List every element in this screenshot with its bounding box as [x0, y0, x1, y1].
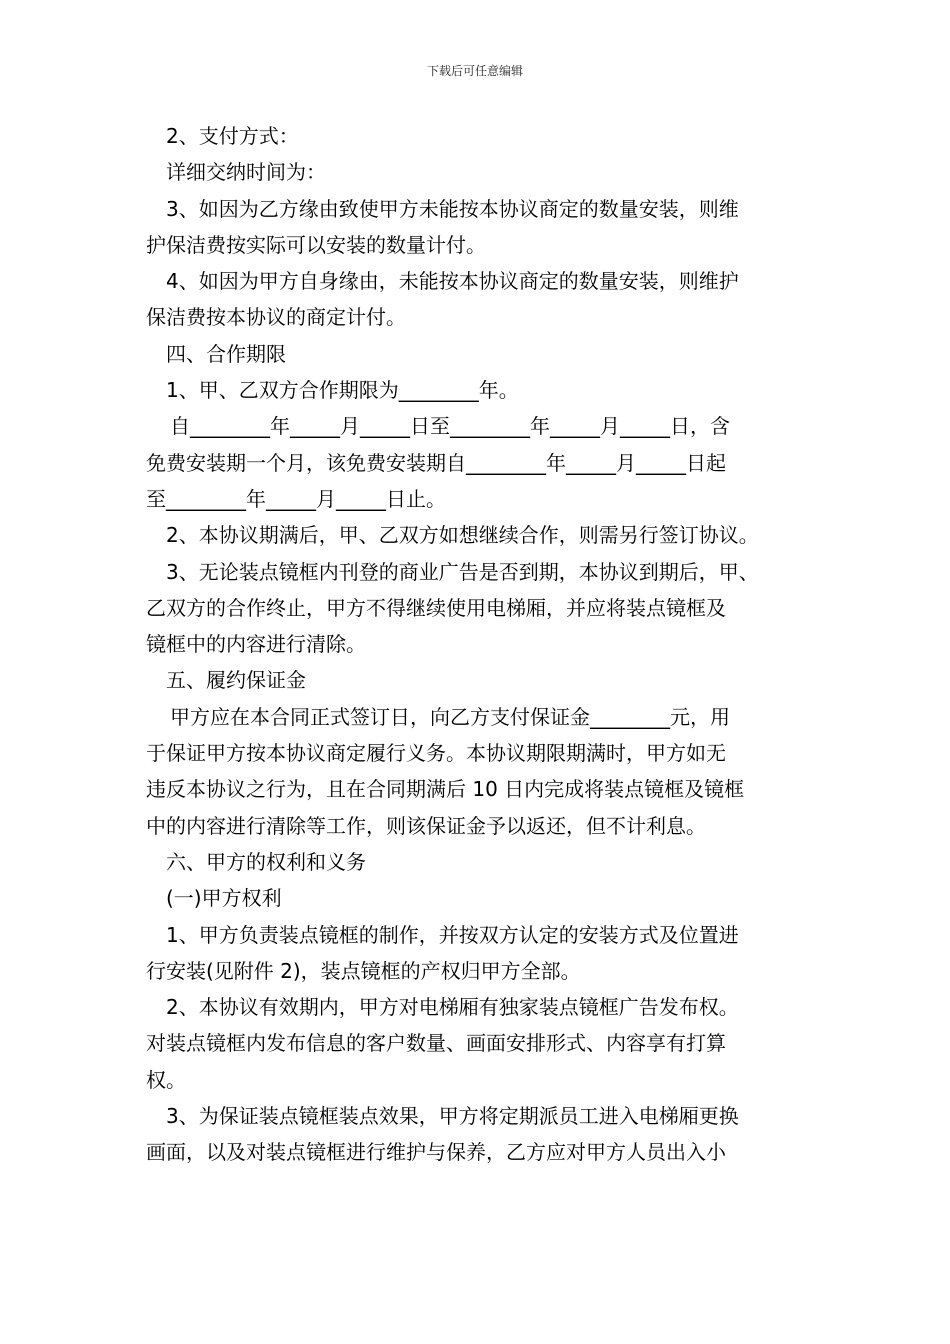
text-line: 于保证甲方按本协议商定履行义务。本协议期限期满时，甲方如无: [146, 741, 726, 766]
text-line: 4、如因为甲方自身缘由，未能按本协议商定的数量安装，则维护: [166, 269, 739, 294]
text-line: 甲方应在本合同正式签订日，向乙方支付保证金________元，用: [170, 704, 730, 729]
text-line: 权。: [146, 1067, 186, 1092]
text-line: 自________年_____月_____日至________年_____月_____日，含: [170, 414, 730, 439]
text-line: 画面，以及对装点镜框进行维护与保养，乙方应对甲方人员出入小: [146, 1140, 726, 1165]
text-line: 护保洁费按实际可以安装的数量计付。: [146, 232, 486, 257]
text-line: 保洁费按本协议的商定计付。: [146, 305, 406, 330]
text-line: 3、无论装点镜框内刊登的商业广告是否到期，本协议到期后，甲、: [166, 559, 759, 584]
text-line: (一)甲方权利: [166, 886, 282, 911]
text-line: 行安装(见附件 2)，装点镜框的产权归甲方全部。: [146, 958, 581, 983]
text-line: 中的内容进行清除等工作，则该保证金予以返还，但不计利息。: [146, 813, 706, 838]
text-line: 镜框中的内容进行清除。: [146, 632, 366, 657]
text-line: 1、甲、乙双方合作期限为________年。: [166, 378, 519, 403]
text-line: 1、甲方负责装点镜框的制作，并按双方认定的安装方式及位置进: [166, 922, 739, 947]
text-line: 六、甲方的权利和义务: [166, 849, 366, 874]
text-line: 3、为保证装点镜框装点效果，甲方将定期派员工进入电梯厢更换: [166, 1104, 739, 1129]
text-line: 2、本协议有效期内，甲方对电梯厢有独家装点镜框广告发布权。: [166, 995, 739, 1020]
text-line: 2、本协议期满后，甲、乙双方如想继续合作，则需另行签订协议。: [166, 523, 759, 548]
text-line: 乙双方的合作终止，甲方不得继续使用电梯厢，并应将装点镜框及: [146, 595, 726, 620]
text-line: 对装点镜框内发布信息的客户数量、画面安排形式、内容享有打算: [146, 1031, 726, 1056]
text-line: 详细交纳时间为：: [166, 160, 326, 185]
text-line: 至________年_____月_____日止。: [146, 486, 446, 511]
text-line: 2、支付方式：: [166, 124, 299, 148]
text-line: 免费安装期一个月，该免费安装期自________年_____月_____日起: [146, 450, 726, 475]
page-header: 下载后可任意编辑: [426, 64, 523, 78]
text-line: 违反本协议之行为，且在合同期满后 10 日内完成将装点镜框及镜框: [146, 777, 745, 802]
text-line: 四、合作期限: [166, 341, 286, 366]
document-body: [146, 118, 814, 1171]
text-line: 五、履约保证金: [166, 668, 306, 693]
text-line: 3、如因为乙方缘由致使甲方未能按本协议商定的数量安装，则维: [166, 196, 739, 221]
